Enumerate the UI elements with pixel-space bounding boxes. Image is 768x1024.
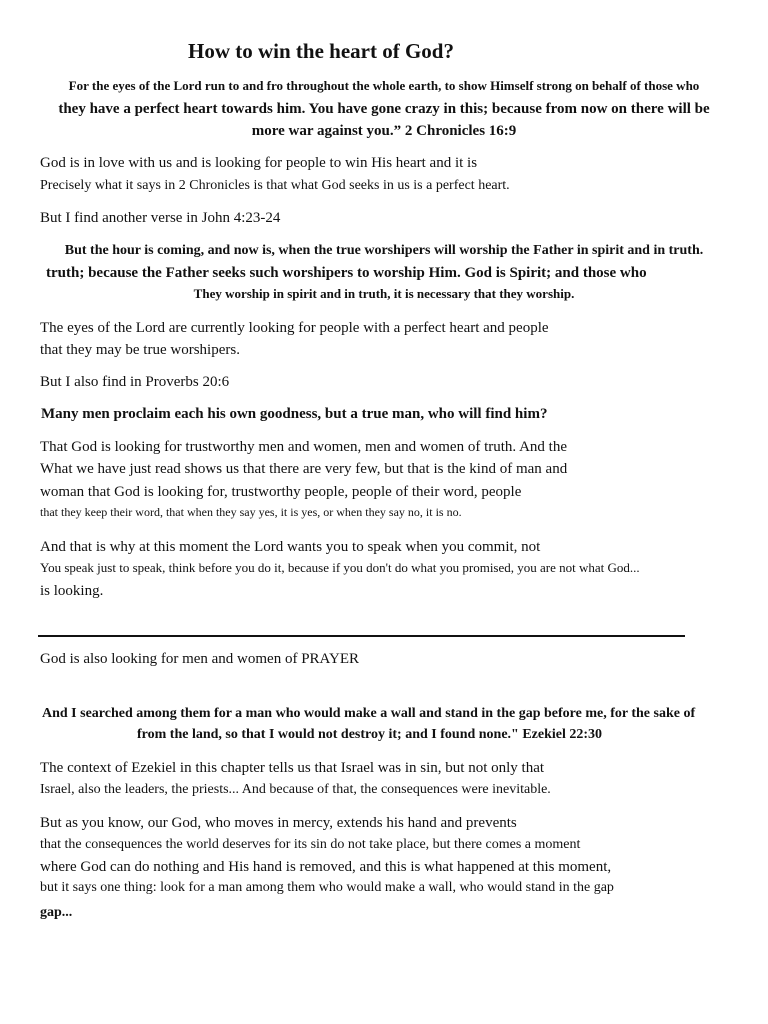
paragraph-line: But as you know, our God, who moves in mercy, extends his hand and prevents — [40, 815, 517, 831]
paragraph-line: You speak just to speak, think before you do it, because if you don't do what you promised, you are not what God... — [40, 560, 640, 575]
verse-line: truth; because the Father seeks such worshipers to worship Him. God is Spirit; and those who — [46, 265, 647, 281]
paragraph-line: The context of Ezekiel in this chapter tells us that Israel was in sin, but not only that — [40, 760, 545, 776]
paragraph-line: Precisely what it says in 2 Chronicles is that what God seeks in us is a perfect heart. — [40, 178, 510, 193]
paragraph-line: but it says one thing: look for a man among them who would make a wall, who would stand in the gap — [40, 880, 614, 895]
horizontal-divider — [38, 635, 685, 637]
paragraph-line: God is in love with us and is looking for people to win His heart and it is — [40, 155, 478, 171]
paragraph-line: What we have just read shows us that there are very few, but that is the kind of man and — [40, 461, 568, 477]
page-title: How to win the heart of God? — [188, 39, 454, 63]
paragraph-line: But I also find in Proverbs 20:6 — [40, 374, 230, 390]
verse-line: from the land, so that I would not destroy it; and I found none." Ezekiel 22:30 — [137, 727, 603, 742]
verse-line: And I searched among them for a man who would make a wall and stand in the gap before me, for the sake of — [42, 706, 696, 721]
verse-line: They worship in spirit and in truth, it is necessary that they worship. — [193, 286, 575, 301]
paragraph-line: that they may be true worshipers. — [40, 342, 240, 358]
paragraph-line: Israel, also the leaders, the priests... And because of that, the consequences were inevitable. — [40, 782, 551, 797]
verse-line: they have a perfect heart towards him. You have gone crazy in this; because from now on there will be — [58, 101, 710, 117]
verse-line: more war against you.” 2 Chronicles 16:9 — [251, 123, 517, 139]
verse-line: But the hour is coming, and now is, when the true worshipers will worship the Father in spirit and in truth. — [64, 243, 704, 258]
paragraph-line: God is also looking for men and women of PRAYER — [40, 651, 360, 667]
verse-line: Many men proclaim each his own goodness, but a true man, who will find him? — [41, 406, 548, 422]
paragraph-line: The eyes of the Lord are currently looking for people with a perfect heart and people — [40, 320, 549, 336]
paragraph-line: gap... — [40, 905, 73, 920]
paragraph-line: And that is why at this moment the Lord wants you to speak when you commit, not — [40, 539, 541, 555]
paragraph-line: that the consequences the world deserves for its sin do not take place, but there comes a moment — [40, 837, 581, 852]
verse-line: For the eyes of the Lord run to and fro throughout the whole earth, to show Himself strong on behalf of those who — [68, 78, 700, 93]
paragraph-line: But I find another verse in John 4:23-24 — [40, 210, 281, 226]
paragraph-line: is looking. — [40, 583, 104, 599]
paragraph-line: woman that God is looking for, trustworthy people, people of their word, people — [40, 484, 522, 500]
paragraph-line: where God can do nothing and His hand is removed, and this is what happened at this moment, — [40, 859, 612, 875]
paragraph-line: that they keep their word, that when they say yes, it is yes, or when they say no, it is no. — [40, 505, 462, 519]
paragraph-line: That God is looking for trustworthy men and women, men and women of truth. And the — [40, 439, 567, 455]
